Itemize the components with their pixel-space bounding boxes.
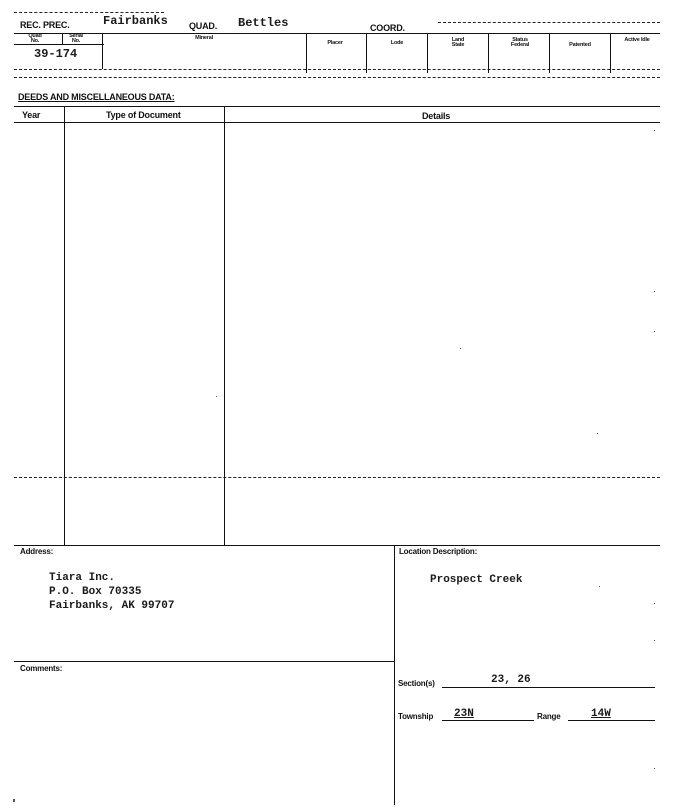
col-mineral: Mineral <box>195 35 213 41</box>
comments-label: Comments: <box>20 664 63 673</box>
address-line-1: Tiara Inc. <box>49 572 116 584</box>
coord-label: COORD. <box>370 23 405 33</box>
address-box-top-rule <box>14 545 660 546</box>
deeds-col-divider-2 <box>224 106 225 545</box>
col-placer: Placer <box>327 40 343 46</box>
claim-col-divider-4 <box>366 33 367 73</box>
col-details: Details <box>422 111 451 121</box>
header-top-rule-right <box>438 22 660 23</box>
deeds-table-top-rule <box>14 106 660 107</box>
township-label: Township <box>398 712 434 721</box>
col-year: Year <box>22 110 41 120</box>
address-line-2: P.O. Box 70335 <box>49 586 142 598</box>
scan-speck <box>654 291 655 292</box>
col-land-state: Land State <box>451 37 465 48</box>
header-top-rule <box>14 12 164 13</box>
rec-prec-value: Fairbanks <box>103 14 168 28</box>
claim-col-divider-1 <box>62 33 63 44</box>
claim-table-top-rule <box>14 33 660 34</box>
address-label: Address: <box>20 547 54 556</box>
claim-col-divider-7 <box>549 33 550 73</box>
claim-col-divider-6 <box>488 33 489 73</box>
location-description-label: Location Description: <box>399 547 478 556</box>
sections-label: Section(s) <box>398 679 435 688</box>
claim-table-bottom-rule <box>14 69 660 70</box>
scan-speck <box>654 130 655 131</box>
deeds-dashed-rule <box>14 477 660 478</box>
col-patented: Patented <box>569 42 591 48</box>
scan-speck <box>13 799 15 802</box>
sections-underline <box>442 687 655 688</box>
comments-box-top-rule <box>14 661 394 662</box>
township-value: 23N <box>454 708 474 720</box>
scan-speck <box>460 348 461 349</box>
claim-col-divider-5 <box>427 33 428 73</box>
range-label: Range <box>537 712 561 721</box>
rec-prec-label: REC. PREC. <box>20 20 70 30</box>
township-underline <box>442 720 534 721</box>
quad-no-value: 39-174 <box>34 47 78 61</box>
scan-speck <box>216 396 217 397</box>
address-line-3: Fairbanks, AK 99707 <box>49 600 175 612</box>
claim-col-divider-2 <box>102 33 103 69</box>
scan-speck <box>654 640 655 641</box>
col-active-idle: Active Idle <box>624 37 650 43</box>
claim-table-bottom-rule-2 <box>14 77 660 78</box>
scan-speck <box>599 586 600 587</box>
scan-speck <box>597 433 598 434</box>
col-lode: Lode <box>390 40 404 46</box>
scan-speck <box>654 603 655 604</box>
claim-col-divider-8 <box>610 33 611 73</box>
deeds-section-title: DEEDS AND MISCELLANEOUS DATA: <box>18 92 175 102</box>
sections-value: 23, 26 <box>491 674 531 686</box>
quad-label: QUAD. <box>189 21 217 31</box>
address-location-divider <box>394 545 395 805</box>
range-value: 14W <box>591 708 611 720</box>
col-type-of-document: Type of Document <box>106 110 181 120</box>
col-status-federal: Status Federal <box>510 37 530 48</box>
deeds-table-head-rule <box>14 122 660 123</box>
claim-col-divider-3 <box>306 33 307 73</box>
claim-table-head-rule <box>14 44 104 45</box>
scan-speck <box>654 768 655 769</box>
range-underline <box>568 720 655 721</box>
col-serial-no: Serial No. <box>69 33 83 44</box>
scan-speck <box>654 331 655 332</box>
col-quad-no: Quad No. <box>28 33 42 44</box>
location-description-value: Prospect Creek <box>430 574 523 586</box>
quad-value: Bettles <box>238 16 289 30</box>
deeds-col-divider-1 <box>64 106 65 545</box>
